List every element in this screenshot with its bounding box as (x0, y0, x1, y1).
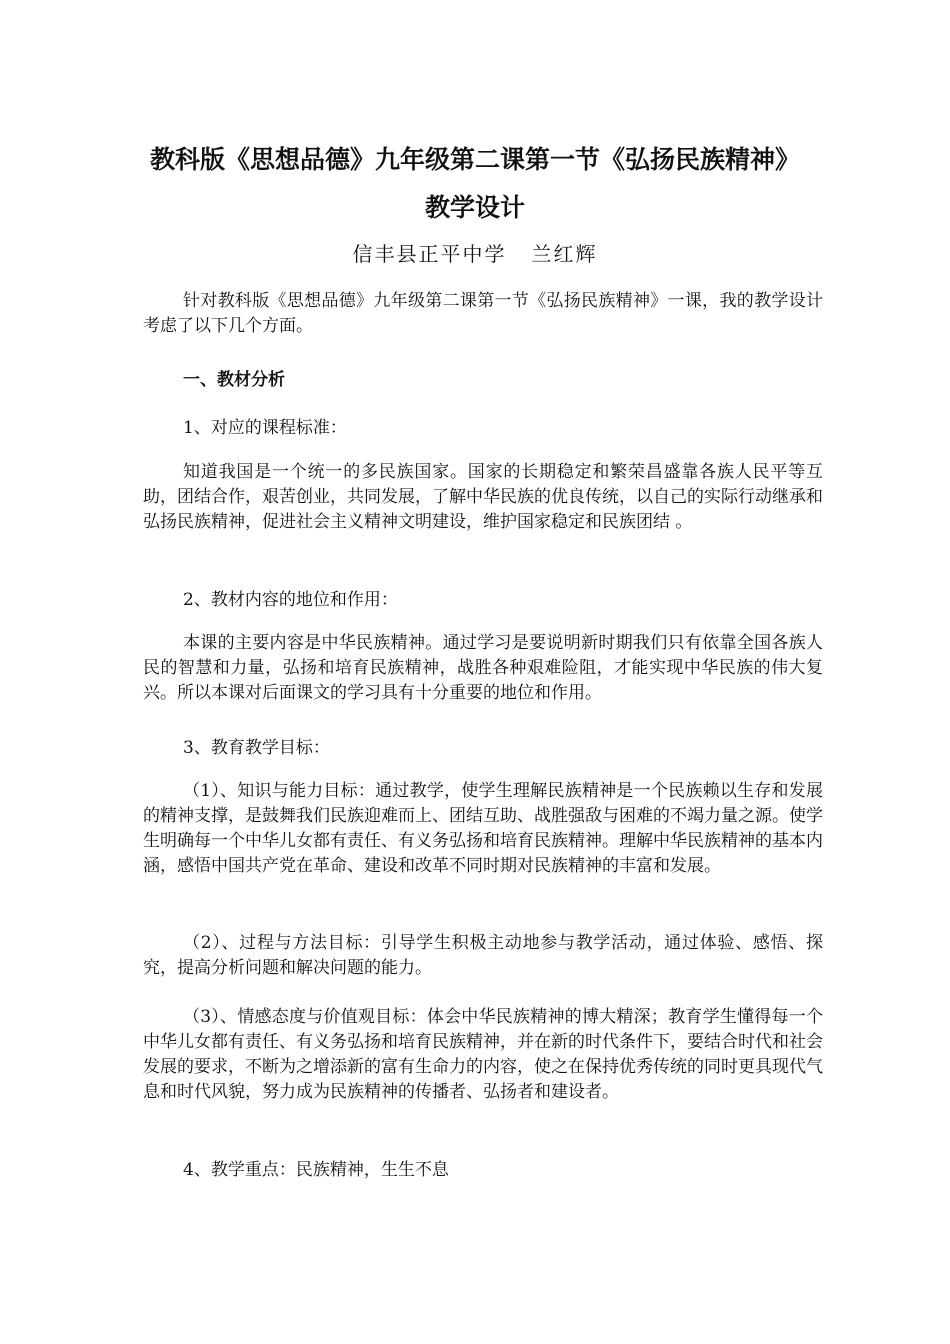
item-label-teaching-focus: 4、教学重点：民族精神，生生不息 (183, 1160, 449, 1180)
item-label-curriculum-standard: 1、对应的课程标准： (183, 418, 347, 438)
goal-knowledge-paragraph: （1）、知识与能力目标：通过教学，使学生理解民族精神是一个民族赖以生存和发展的精神支撑，是鼓舞我们民族迎难而上、团结互助、战胜强敌与困难的不竭力量之源。使学生明确每一个中华儿女都有责任、有义务弘扬和培育民族精神。理解中华民族精神的基本内涵，感悟中国共产党在革命、建设和改革不同时期对民族精神的丰富和发展。 (143, 781, 823, 876)
content-role-paragraph: 本课的主要内容是中华民族精神。通过学习是要说明新时期我们只有依靠全国各族人民的智慧和力量，弘扬和培育民族精神，战胜各种艰难险阻，才能实现中华民族的伟大复兴。所以本课对后面课文的学习具有十分重要的地位和作用。 (143, 633, 823, 703)
curriculum-standard-paragraph: 知道我国是一个统一的多民族国家。国家的长期稳定和繁荣昌盛靠各族人民平等互助，团结合作，艰苦创业，共同发展，了解中华民族的优良传统，以自己的实际行动继承和弘扬民族精神，促进社会主义精神文明建设，维护国家稳定和民族团结 。 (143, 462, 823, 532)
item-label-teaching-goals: 3、教育教学目标： (183, 738, 330, 758)
item-label-content-role: 2、教材内容的地位和作用： (183, 590, 398, 610)
section-heading-material-analysis: 一、教材分析 (183, 370, 285, 390)
document-title-line2: 教学设计 (424, 193, 525, 222)
goal-values-paragraph: （3）、情感态度与价值观目标：体会中华民族精神的博大精深；教育学生懂得每一个中华儿女都有责任、有义务弘扬和培育民族精神，并在新的时代条件下，要结合时代和社会发展的要求，不断为之增添新的富有生命力的内容，使之在保持优秀传统的同时更具现代气息和时代风貌，努力成为民族精神的传播者、弘扬者和建设者。 (143, 1007, 823, 1102)
document-title-line1: 教科版《思想品德》九年级第二课第一节《弘扬民族精神》 (149, 145, 800, 174)
intro-paragraph: 针对教科版《思想品德》九年级第二课第一节《弘扬民族精神》一课，我的教学设计考虑了以下几个方面。 (143, 291, 823, 336)
goal-process-paragraph: （2）、过程与方法目标：引导学生积极主动地参与教学活动，通过体验、感悟、探究，提高分析问题和解决问题的能力。 (143, 933, 823, 978)
author-line: 信丰县正平中学 兰红辉 (352, 242, 598, 266)
